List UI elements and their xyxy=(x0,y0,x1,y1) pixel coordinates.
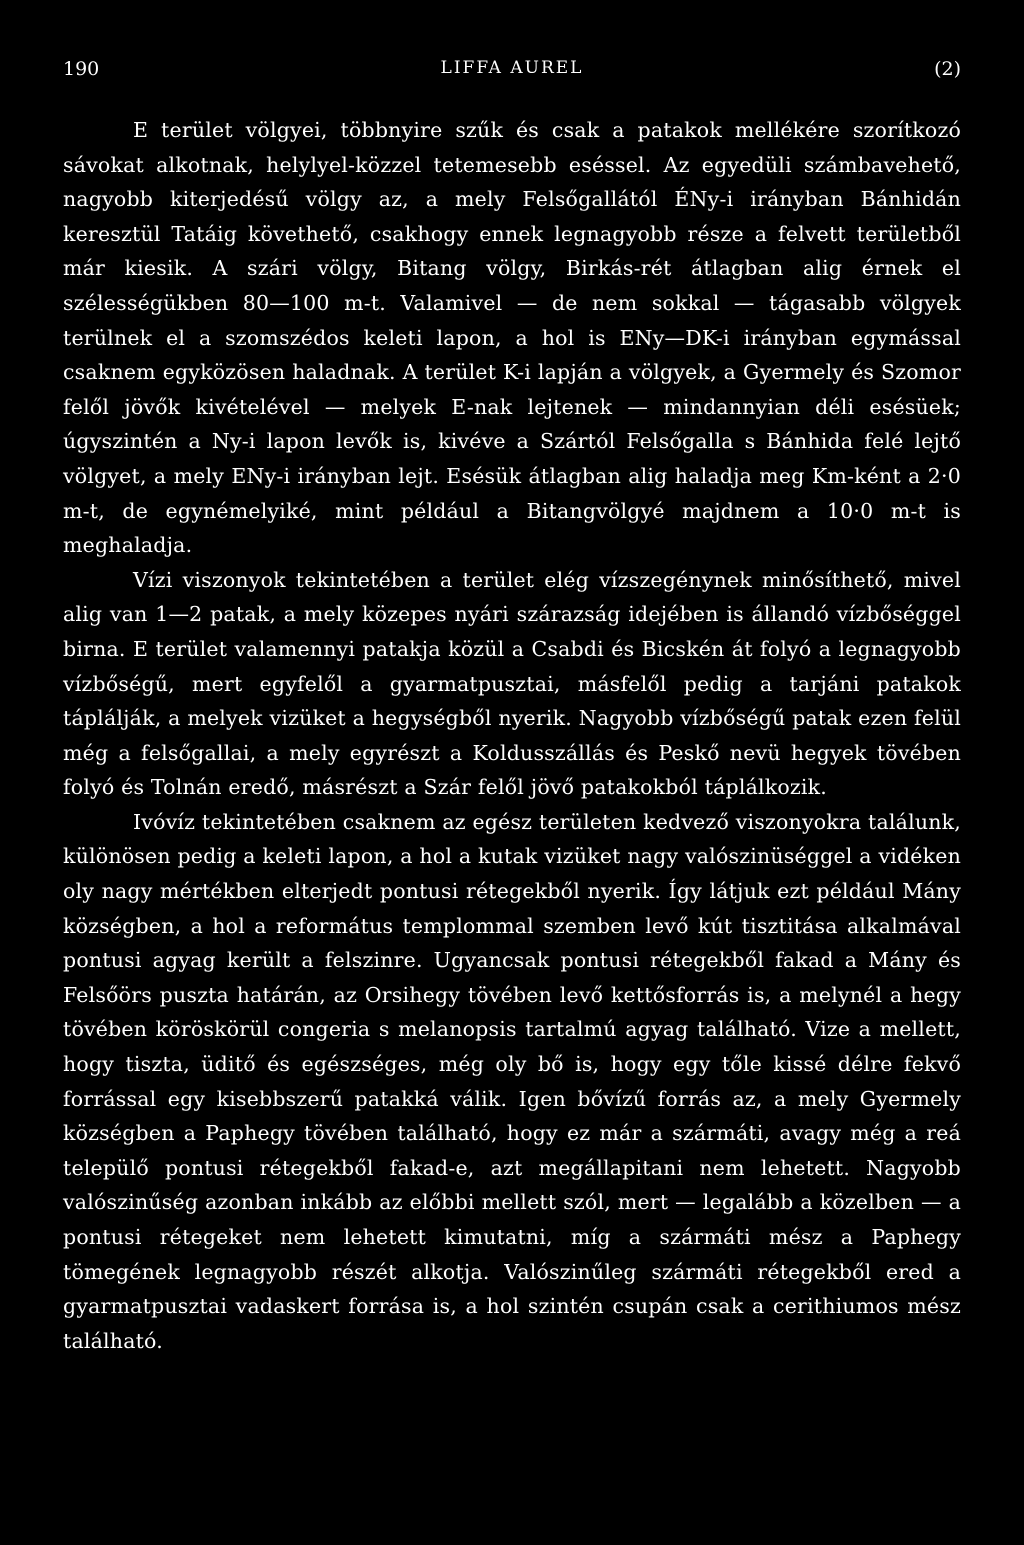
paragraph-water-conditions: Vízi viszonyok tekintetében a terület elég vízszegénynek minősíthető, mivel alig van 1—2 patak, a mely közepes nyári szárazság idejében is állandó vízbőséggel birna. E terület valamennyi patakja közül a Csabdi és Bicskén át folyó a legnagyobb vízbőségű, mert egyfelől a gyarmatpusztai, másfelől pedig a tarjáni patakok táplálják, a melyek vizüket a hegységből nyerik. Nagyobb vízbőségű patak ezen felül még a felsőgallai, a mely egyrészt a Koldusszállás és Peskő nevü hegyek tövében folyó és Tolnán eredő, másrészt a Szár felől jövő patakokból táplálkozik. xyxy=(63,567,961,800)
page-number: 190 xyxy=(63,58,100,80)
page-header xyxy=(63,58,961,88)
section-number: (2) xyxy=(934,58,961,80)
paragraph-drinking-water: Ivóvíz tekintetében csaknem az egész területen kedvező viszonyokra találunk, különösen pedig a keleti lapon, a hol a kutak vizüket nagy valószinüséggel a vidéken oly nagy mértékben elterjedt pontusi rétegekből nyerik. Így látjuk ezt például Mány községben, a hol a református templommal szemben levő kút tisztitása alkalmával pontusi agyag került a felszinre. Ugyancsak pontusi rétegekből fakad a Mány és Felsőörs puszta határán, az Orsihegy tövében levő kettősforrás is, a melynél a hegy tövében köröskörül congeria s melanopsis tartalmú agyag található. Vize a mellett, hogy tiszta, üditő és egészséges, még oly bő is, hogy egy tőle kissé délre fekvő forrással egy kisebbszerű patakká válik. Igen bővízű forrás az, a mely Gyermely községben a Paphegy tövében található, hogy ez már a szármáti, avagy még a reá települő pontusi rétegekből fakad-e, azt megállapitani nem lehetett. Nagyobb valószinűség azonban inkább az előbbi mellett szól, mert — legalább a közelben — a pontusi rétegeket nem lehetett kimutatni, míg a szármáti mész a Paphegy tömegének legnagyobb részét alkotja. Valószinűleg szármáti rétegekből ered a gyarmatpusztai vadaskert forrása is, a hol szintén csupán csak a cerithiumos mész található. xyxy=(63,809,961,1353)
running-title: LIFFA AUREL xyxy=(440,58,584,78)
body-text xyxy=(63,113,961,1358)
paragraph-valleys: E terület völgyei, többnyire szűk és csak a patakok mellékére szorítkozó sávokat alkotnak, helylyel-közzel tetemesebb eséssel. Az egyedüli számbavehető, nagyobb kiterjedésű völgy az, a mely Felsőgallától ÉNy-i irányban Bánhidán keresztül Tatáig követhető, csakhogy ennek legnagyobb része a felvett területből már kiesik. A szári völgy, Bitang völgy, Birkás-rét átlagban alig érnek el szélességükben 80—100 m-t. Valamivel — de nem sokkal — tágasabb völgyek terülnek el a szomszédos keleti lapon, a hol is ENy—DK-i irányban egymással csaknem egyközösen haladnak. A terület K-i lapján a völgyek, a Gyermely és Szomor felől jövők kivételével — melyek E-nak lejtenek — mindannyian déli esésüek; úgyszintén a Ny-i lapon levők is, kivéve a Szártól Felsőgalla s Bánhida felé lejtő völgyet, a mely ENy-i irányban lejt. Esésük átlagban alig haladja meg Km-ként a 2·0 m-t, de egynémelyiké, mint például a Bitangvölgyé majdnem a 10·0 m-t is meghaladja. xyxy=(63,118,961,558)
